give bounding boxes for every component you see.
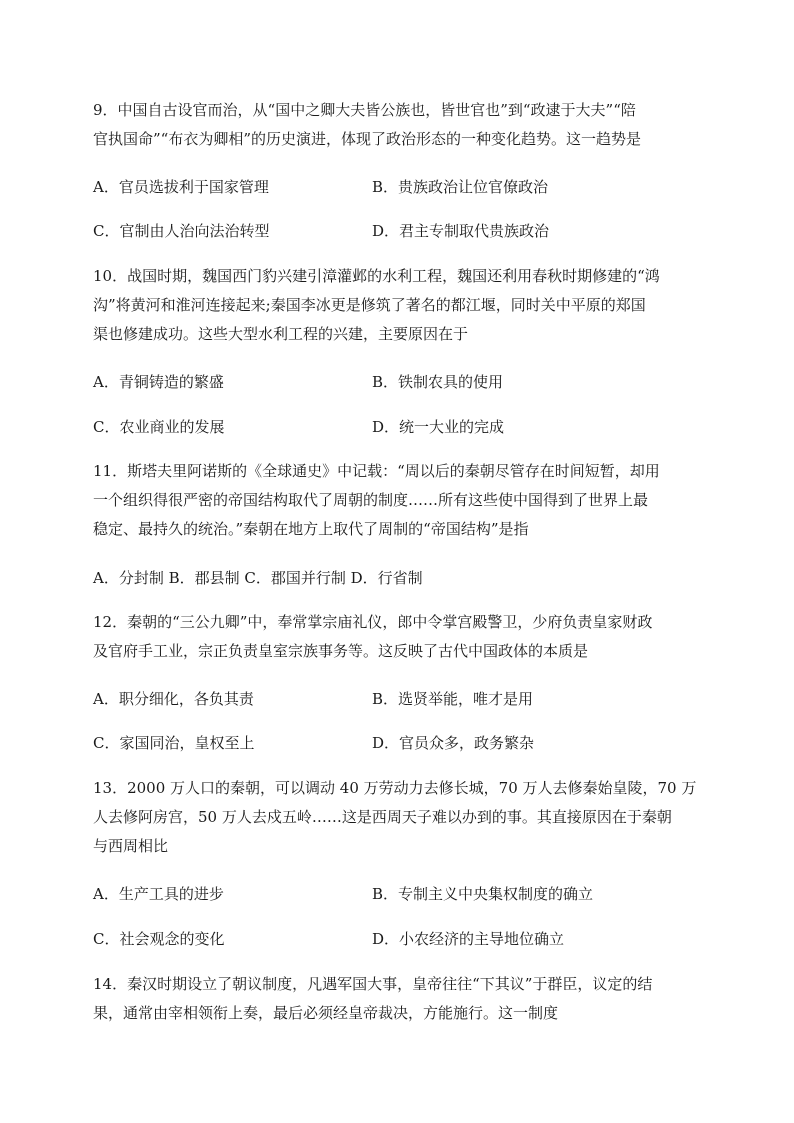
question-12-stem — [93, 608, 705, 666]
question-line: 官执国命”“布衣为卿相”的历史演进，体现了政治形态的一种变化趋势。这一趋势是 — [93, 130, 642, 148]
question-14-stem — [93, 970, 705, 1028]
question-12-option-d[interactable]: D．官员众多，政务繁杂 — [372, 734, 535, 752]
question-10-option-a[interactable]: A．青铜铸造的繁盛 — [93, 373, 224, 391]
question-12-option-a[interactable]: A．职分细化，各负其责 — [93, 690, 254, 708]
question-line: 14．秦汉时期设立了朝议制度，凡遇军国大事，皇帝往往“下其议”于群臣，议定的结 — [93, 975, 653, 993]
question-13-option-a[interactable]: A．生产工具的进步 — [93, 885, 224, 903]
question-12-option-b[interactable]: B．选贤举能，唯才是用 — [372, 690, 534, 708]
question-10-stem — [93, 262, 705, 349]
question-11-options-inline[interactable]: A．分封制 B．郡县制 C．郡国并行制 D．行省制 — [93, 569, 423, 587]
question-13-option-b[interactable]: B．专制主义中央集权制度的确立 — [372, 885, 594, 903]
question-line: 沟”将黄河和淮河连接起来;秦国李冰更是修筑了著名的都江堰，同时关中平原的郑国 — [93, 296, 646, 314]
question-9-stem — [93, 96, 705, 154]
question-line: 与西周相比 — [93, 837, 169, 855]
question-11-stem — [93, 457, 705, 544]
question-10-option-d[interactable]: D．统一大业的完成 — [372, 418, 505, 436]
question-line: 11．斯塔夫里阿诺斯的《全球通史》中记载：“周以后的秦朝尽管存在时间短暂，却用 — [93, 462, 660, 480]
question-line: 9．中国自古设官而治，从“国中之卿大夫皆公族也，皆世官也”到“政逮于大夫”“陪 — [93, 101, 636, 119]
question-line: 12．秦朝的“三公九卿”中，奉常掌宗庙礼仪，郎中令掌宫殿警卫，少府负责皇家财政 — [93, 613, 653, 631]
question-13-stem — [93, 774, 705, 861]
question-line: 人去修阿房宫，50 万人去戍五岭……这是西周天子难以办到的事。其直接原因在于秦朝 — [93, 808, 672, 826]
question-line: 13．2000 万人口的秦朝，可以调动 40 万劳动力去修长城，70 万人去修秦始皇陵，70 万 — [93, 779, 697, 797]
question-line: 一个组织得很严密的帝国结构取代了周朝的制度……所有这些使中国得到了世界上最 — [93, 491, 649, 509]
question-9-option-c[interactable]: C．官制由人治向法治转型 — [93, 222, 270, 240]
question-line: 稳定、最持久的统治。”秦朝在地方上取代了周制的“帝国结构”是指 — [93, 520, 529, 538]
question-9-option-b[interactable]: B．贵族政治让位官僚政治 — [372, 178, 549, 196]
question-13-option-c[interactable]: C．社会观念的变化 — [93, 930, 225, 948]
question-line: 及官府手工业，宗正负责皇室宗族事务等。这反映了古代中国政体的本质是 — [93, 642, 589, 660]
question-10-option-b[interactable]: B．铁制农具的使用 — [372, 373, 504, 391]
question-line: 果，通常由宰相领衔上奏，最后必须经皇帝裁决，方能施行。这一制度 — [93, 1004, 559, 1022]
question-9-option-d[interactable]: D．君主专制取代贵族政治 — [372, 222, 550, 240]
question-9-option-a[interactable]: A．官员选拔利于国家管理 — [93, 178, 269, 196]
question-12-option-c[interactable]: C．家国同治，皇权至上 — [93, 734, 255, 752]
question-line: 10．战国时期，魏国西门豹兴建引漳灌邺的水利工程，魏国还利用春秋时期修建的“鸿 — [93, 267, 660, 285]
question-13-option-d[interactable]: D．小农经济的主导地位确立 — [372, 930, 565, 948]
question-10-option-c[interactable]: C．农业商业的发展 — [93, 418, 225, 436]
question-line: 渠也修建成功。这些大型水利工程的兴建，主要原因在于 — [93, 325, 469, 343]
